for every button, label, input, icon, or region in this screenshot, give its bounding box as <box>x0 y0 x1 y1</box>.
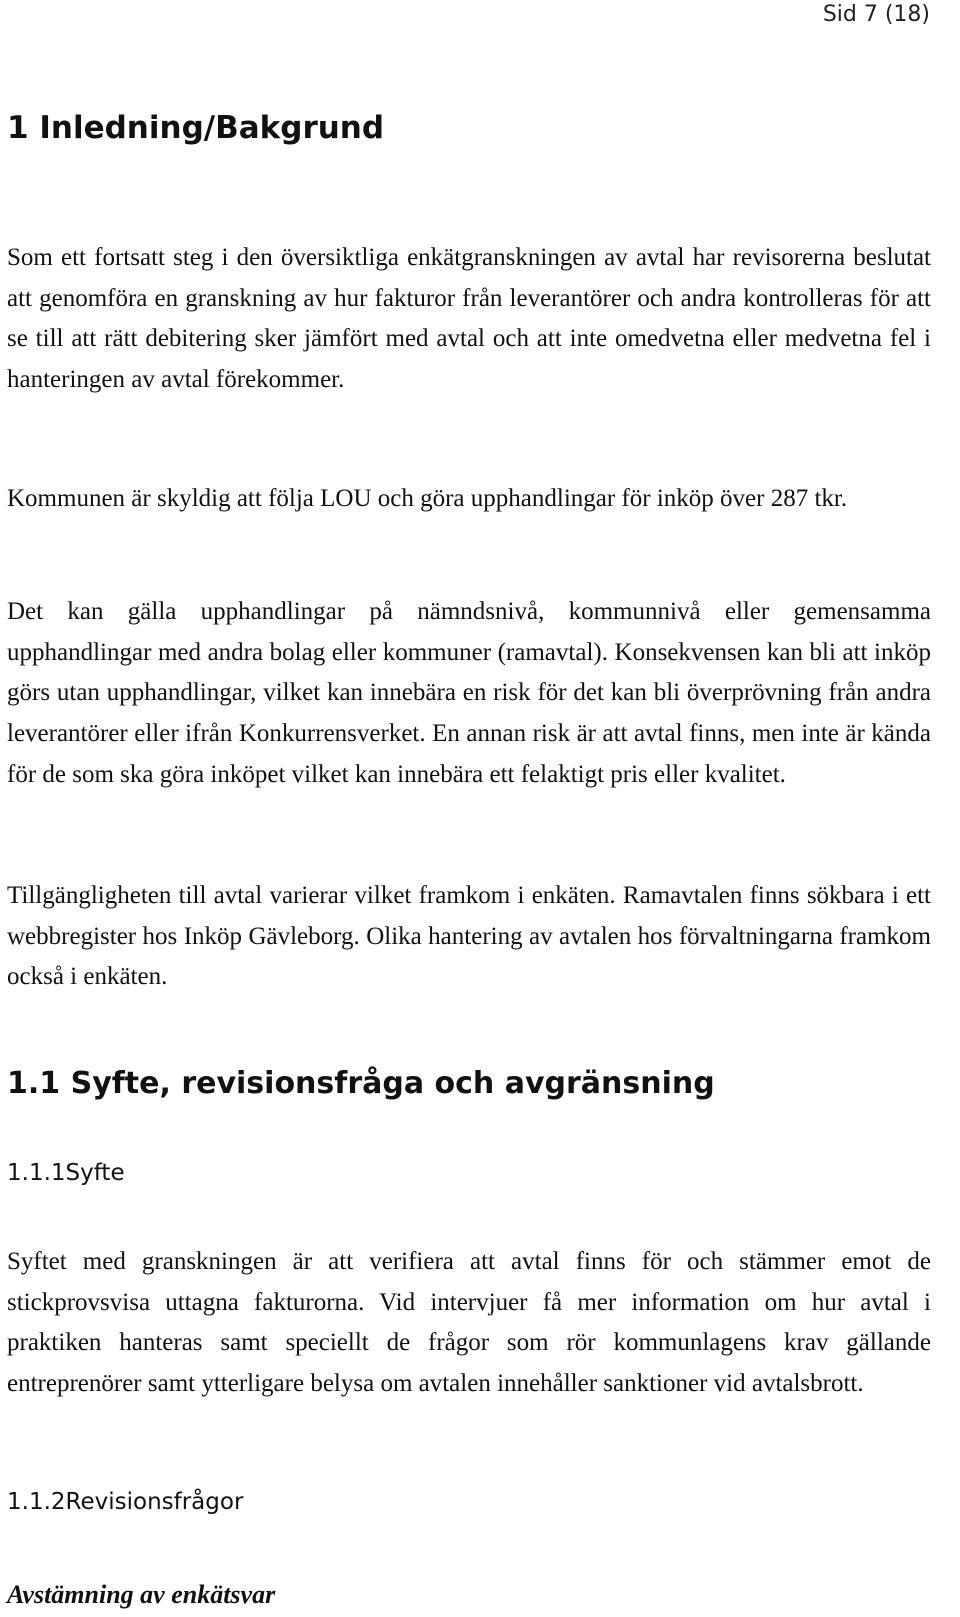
page-number: Sid 7 (18) <box>822 2 930 27</box>
intro-paragraph-2: Kommunen är skyldig att följa LOU och göra upphandlingar för inköp över 287 tkr. <box>7 485 848 512</box>
subsection-heading-revisionsfragor: 1.1.2Revisionsfrågor <box>7 1489 244 1515</box>
section-heading: 1.1 Syfte, revisionsfråga och avgränsning <box>7 1066 715 1101</box>
intro-paragraph-4: Tillgängligheten till avtal varierar vilket framkom i enkäten. Ramavtalen finns sökbara i ett webbregister hos Inköp Gävleborg. Olika hantering av avtalen hos förvaltningarna framkom också i enkäten. <box>7 882 931 991</box>
chapter-heading: 1 Inledning/Bakgrund <box>7 110 385 146</box>
subsection-heading-syfte: 1.1.1Syfte <box>7 1160 125 1186</box>
subheading-avstamning: Avstämning av enkätsvar <box>7 1580 276 1609</box>
intro-paragraph-3: Det kan gälla upphandlingar på nämndsnivå, kommunnivå eller gemensamma upphandlingar med andra bolag eller kommuner (ramavtal). Konsekvensen kan bli att inköp görs utan upphandlingar, vilket kan innebära en risk för det kan bli överprövning från andra leverantörer eller ifrån Konkurrensverket. En annan risk är att avtal finns, men inte är kända för de som ska göra inköpet vilket kan innebära ett felaktigt pris eller kvalitet. <box>7 598 931 788</box>
syfte-paragraph: Syftet med granskningen är att verifiera att avtal finns för och stämmer emot de stickprovsvisa uttagna fakturorna. Vid intervjuer få mer information om hur avtal i praktiken hanteras samt speciellt de frågor som rör kommunlagens krav gällande entreprenörer samt ytterligare belysa om avtalen innehåller sanktioner vid avtalsbrott. <box>7 1248 931 1398</box>
intro-paragraph-1: Som ett fortsatt steg i den översiktliga enkätgranskningen av avtal har revisorerna beslutat att genomföra en granskning av hur fakturor från leverantörer och andra kontrolleras för att se till att rätt debitering sker jämfört med avtal och att inte omedvetna eller medvetna fel i hanteringen av avtal förekommer. <box>7 244 931 394</box>
